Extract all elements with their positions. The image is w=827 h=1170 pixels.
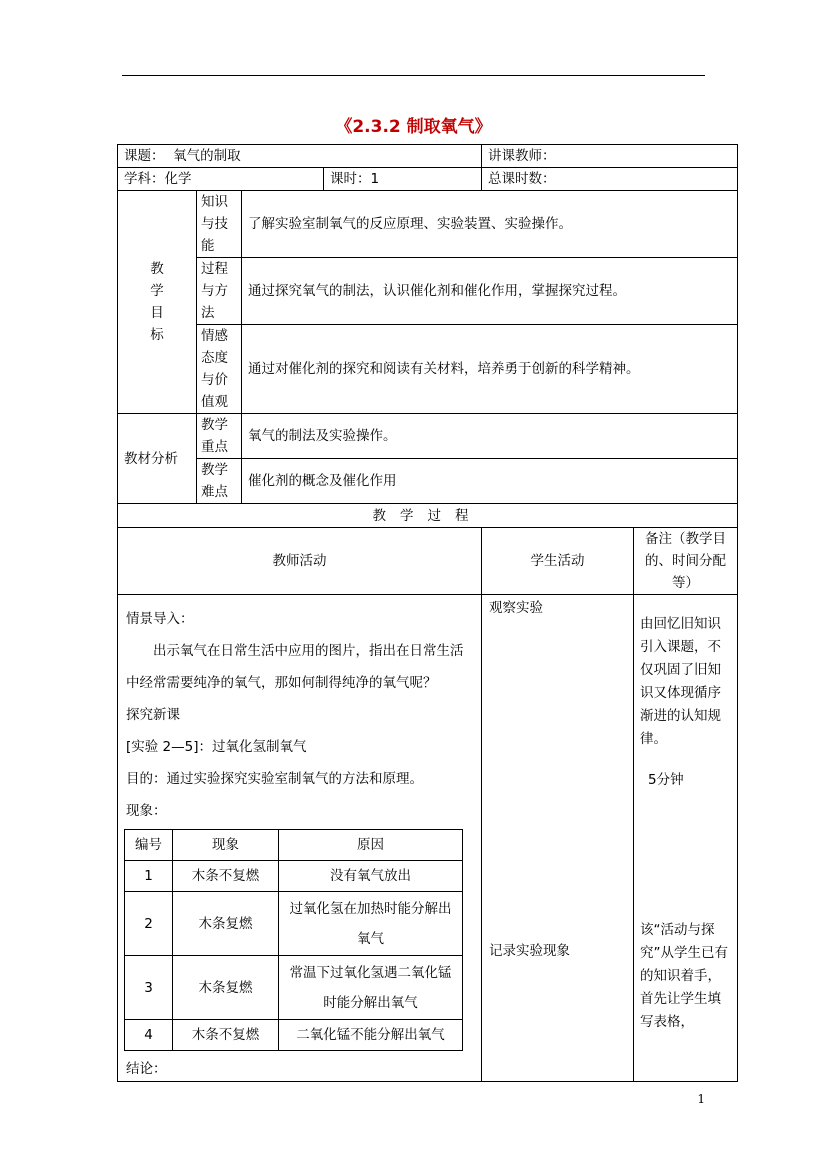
table-row: 4 木条不复燃 二氧化锰不能分解出氧气 [125, 1020, 463, 1051]
table-row: 3 木条复燃 常温下过氧化氢遇二氧化锰时能分解出氧气 [125, 956, 463, 1020]
conclusion-label: 结论： [126, 1061, 167, 1077]
hours-cell: 课时：1 [324, 168, 482, 191]
experiment-table [124, 829, 463, 1051]
note-time: 5分钟 [648, 772, 684, 788]
analysis-label-difficult: 教学难点 [197, 459, 242, 504]
exp-header-reason: 原因 [279, 830, 463, 861]
objective-label-process: 过程与方法 [197, 258, 242, 325]
student-record: 记录实验现象 [489, 943, 571, 959]
col-teacher-activity: 教师活动 [118, 528, 482, 595]
new-lesson-label: 探究新课 [126, 707, 180, 723]
lesson-plan-table [117, 144, 738, 1082]
objective-text-knowledge: 了解实验室制氧气的反应原理、实验装置、实验操作。 [242, 191, 738, 258]
process-title: 教学过程 [118, 504, 738, 528]
analysis-label: 教材分析 [118, 414, 197, 504]
total-hours-cell: 总课时数： [482, 168, 738, 191]
exp-header-phenomenon: 现象 [173, 830, 279, 861]
analysis-text-difficult: 催化剂的概念及催化作用 [242, 459, 738, 504]
topic-label: 课题： [124, 148, 165, 164]
objective-text-emotion: 通过对催化剂的探究和阅读有关材料，培养勇于创新的科学精神。 [242, 325, 738, 414]
teacher-activity-cell [118, 595, 482, 1082]
note-intro: 由回忆旧知识引入课题，不仅巩固了旧知识又体现循序渐进的认知规律。 [640, 616, 722, 747]
experiment-label: [实验 2—5]：过氧化氢制氧气 [126, 739, 307, 755]
col-notes: 备注（教学目的、时间分配等） [634, 528, 738, 595]
student-observe: 观察实验 [489, 600, 544, 616]
col-student-activity: 学生活动 [482, 528, 634, 595]
purpose-text: 目的：通过实验探究实验室制氧气的方法和原理。 [126, 771, 423, 787]
analysis-label-key: 教学重点 [197, 414, 242, 459]
objective-label-knowledge: 知识与技能 [197, 191, 242, 258]
page-number: 1 [697, 1092, 705, 1106]
header-rule [122, 75, 705, 76]
phenomenon-label: 现象： [126, 803, 167, 819]
objective-label-emotion: 情感态度与价值观 [197, 325, 242, 414]
subject-cell: 学科：化学 [118, 168, 324, 191]
exp-header-number: 编号 [125, 830, 173, 861]
student-activity-cell [482, 595, 634, 1082]
notes-cell [634, 595, 738, 1082]
document-title: 《2.3.2 制取氧气》 [335, 117, 492, 137]
table-row: 2 木条复燃 过氧化氢在加热时能分解出氧气 [125, 892, 463, 956]
intro-text: 出示氧气在日常生活中应用的图片，指出在日常生活中经常需要纯净的氧气，那如何制得纯净的氧气呢？ [126, 643, 464, 691]
note-activity: 该“活动与探究”从学生已有的知识着手，首先让学生填写表格， [640, 922, 729, 1030]
teacher-name-cell: 讲课教师： [482, 145, 738, 168]
topic-cell [118, 145, 482, 168]
table-row: 1 木条不复燃 没有氧气放出 [125, 861, 463, 892]
objective-text-process: 通过探究氧气的制法，认识催化剂和催化作用，掌握探究过程。 [242, 258, 738, 325]
analysis-text-key: 氧气的制法及实验操作。 [242, 414, 738, 459]
objectives-label: 教 学 目 标 [118, 191, 197, 414]
intro-label: 情景导入： [126, 611, 194, 627]
topic-value: 氧气的制取 [173, 148, 241, 164]
